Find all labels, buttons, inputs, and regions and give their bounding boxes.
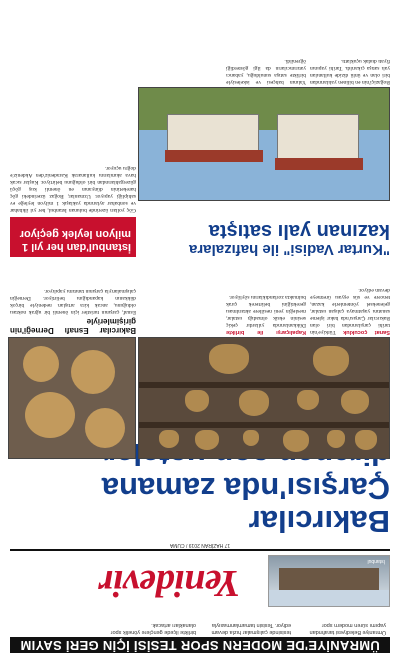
ad-text: İstanbul (367, 558, 385, 564)
top-banner (10, 609, 390, 653)
side-story-body: Göç yolları üzerinde bulunan İstanbul, her yıl ilkbahar ve sonbahar aylarında yaklaşık 1 milyon leyleğe ev sahipliği yapıyor. Uzmanlar, Boğaz üzerindeki göç hareketinin dünyanın en önemli kuş göçü güzergahlarından biri olduğunu belirtiyor. Kuşlar sıcak hava akımlarını kullanarak Karadeniz'den Akdeniz'e doğru uçuyor. (10, 165, 136, 213)
second-headline (140, 205, 390, 257)
intro-text: Esnaf, çarşının turistler için önemli bir uğrak noktası olduğunu, ancak kira artışları nedeniyle birçok dükkanın kapandığını belirtiyor. Derneğin çalışmalarıyla çarşının tanıtımı yapılıyor. (10, 288, 136, 315)
yali-photo (138, 87, 390, 201)
second-col-1: Boğaziçi'nin en bilinen yalılarından biri olan ve ünlü dizide kullanılan yalı satışa çıkarıldı. Tarihi yapının fiyatı dudak uçuklattı. (310, 58, 390, 85)
second-story-body (140, 13, 390, 85)
headline-line-1: Bakırcılar (248, 504, 390, 539)
banner-title: ÜMRANİYE'DE MODERN SPOR TESİSİ İÇİN GERİ SAYIM (10, 637, 390, 653)
intro-heading: Bakırcılar Esnafı Derneği'nin girişimleriyle (10, 317, 136, 335)
second-col-2: Yalının bahçesi ve iskelesiyle birlikte satışa sunulduğu, yabancı yatırımcıların da ilgi gösterdiği öğrenildi. (226, 58, 306, 85)
newspaper-logo: Yenidevir (98, 562, 240, 604)
side-photo-copperware (8, 337, 136, 459)
banner-text: Ümraniye Belediyesi tarafından yapımı süren modern spor tesisinde çalışmalar hızla devam ediyor. Tesisin tamamlanmasıyla birlikte ilçede gençlere yönelik spor olanakları artacak. (110, 622, 386, 635)
subhead-2: Kapalıçarşı ile birlikte (226, 329, 306, 335)
main-headline (10, 467, 390, 537)
side-story-title: İstanbul'dan her yıl 1 milyon leylek geçiyor (10, 217, 136, 257)
subhead-1: Sanat çocukluk (343, 329, 390, 335)
main-col-1: Türkiye'nin tarihi çarşılarından biri olan Bakırcılar Çarşısı'nda bakır işleme sanatını yaşatmaya çalışan ustalar, geleneksel yöntemlerle kazan, tencere ve süs eşyası üretmeye devam ediyor. (310, 287, 390, 335)
second-headline-line-2: kazınan yalı satışta (208, 220, 390, 242)
main-story-intro (10, 261, 136, 335)
masthead-ad-photo (268, 555, 390, 607)
dateline: 17 HAZİRAN 2019 / CUMA (10, 540, 390, 551)
main-col-2: Dükkanlarında yıllardır çekiç sesinin eksik olmadığı ustalar, mesleğin yeni nesillere aktarılması gerektiğini belirterek çırak bulmakta zorlandıklarını söylüyor. (226, 294, 306, 328)
headline-line-2: Çarşısı'nda zamana (101, 471, 390, 506)
second-headline-line-1: "Kurtar Vadisi" ile hafızalara (189, 241, 390, 258)
main-story-body (140, 265, 390, 335)
main-photo-copper-shop (138, 337, 390, 459)
masthead (10, 553, 390, 607)
